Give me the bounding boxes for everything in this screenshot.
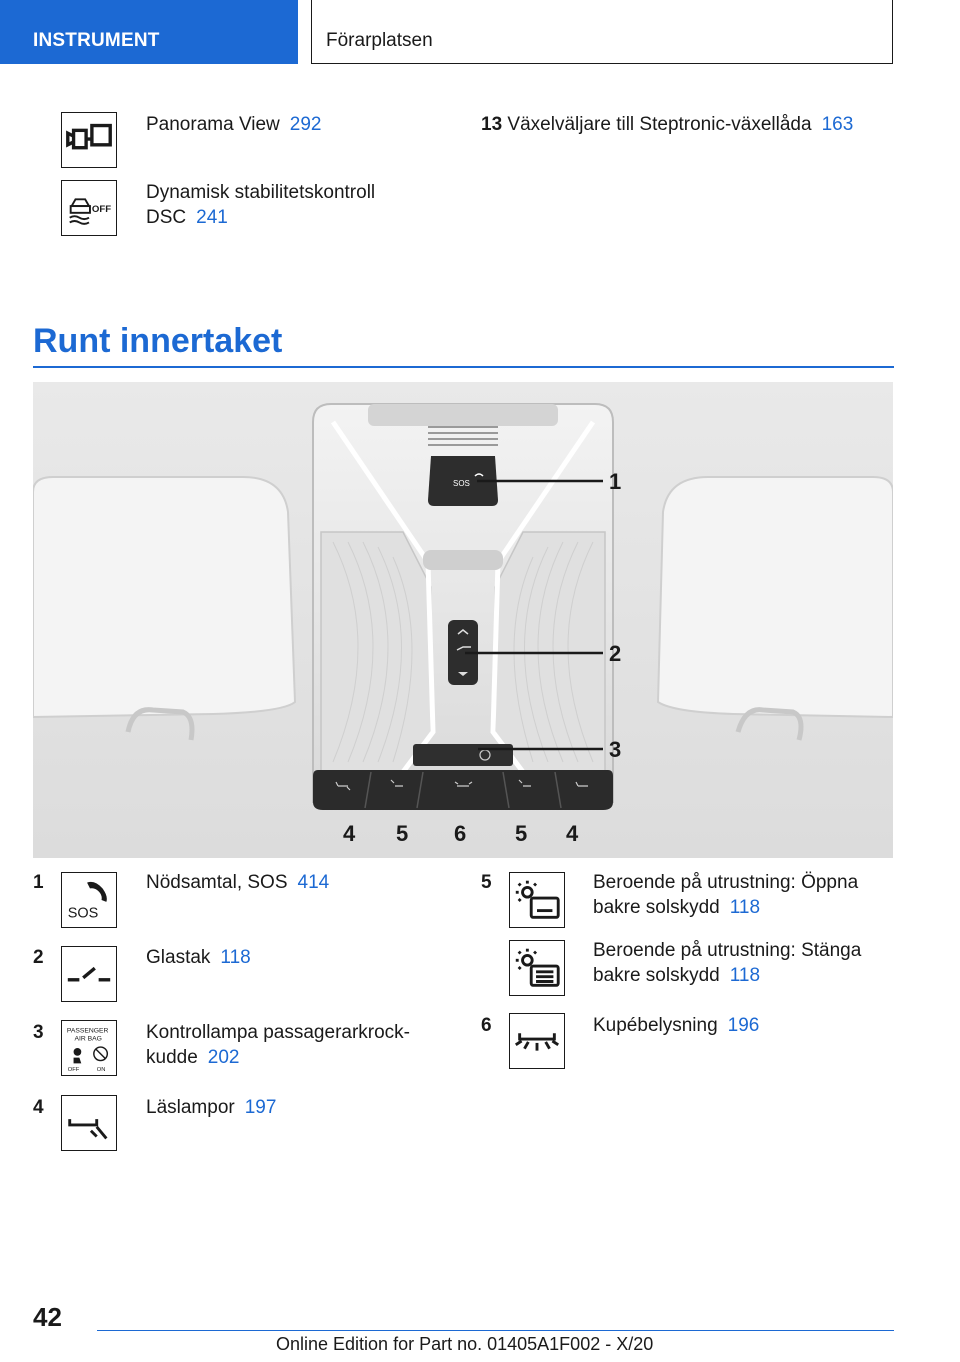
footer-rule [97, 1330, 894, 1331]
sos-icon-text: SOS [67, 905, 99, 922]
page-link[interactable]: 196 [727, 1015, 760, 1036]
legend-item-glass-roof [146, 945, 251, 970]
item-label-2: bakre solskydd [593, 965, 720, 986]
item-label: Beroende på utrustning: Öppna [593, 872, 859, 893]
section-rule [33, 366, 894, 368]
item-label: Växelväljare till Steptronic-växellåda [507, 114, 812, 135]
overhead-console-illustration [33, 382, 893, 858]
item-label-2: kudde [146, 1047, 198, 1068]
item-label-2: bakre solskydd [593, 897, 720, 918]
legend-item-airbag [146, 1020, 410, 1070]
item-label: Läslampor [146, 1097, 235, 1118]
page-link[interactable]: 163 [821, 114, 854, 135]
header-title-box [311, 0, 893, 64]
item-label: Dynamisk stabilitetskontroll [146, 182, 376, 203]
page-number: 42 [33, 1302, 62, 1332]
page-link[interactable]: 202 [207, 1047, 240, 1068]
reading-lamp-icon [61, 1095, 117, 1151]
legend-number: 2 [33, 947, 44, 968]
dsc-item [146, 180, 375, 230]
item-label: Panorama View [146, 114, 280, 135]
callout-4: 4 [343, 821, 356, 846]
item-label: Kupébelysning [593, 1015, 718, 1036]
callout-3: 3 [609, 737, 622, 762]
airbag-icon-on: ON [96, 1067, 106, 1074]
page-link[interactable]: 241 [196, 207, 228, 228]
item-label: Glastak [146, 947, 211, 968]
legend-number: 5 [481, 872, 492, 893]
gear-selector-item [481, 112, 853, 137]
page-link[interactable]: 118 [729, 897, 761, 918]
page-link[interactable]: 118 [220, 947, 251, 968]
item-label: Kontrollampa passagerarkrock- [146, 1022, 411, 1043]
section-title: Runt innertaket [33, 322, 283, 360]
item-label: Nödsamtal, SOS [146, 872, 288, 893]
panorama-view-item [146, 112, 321, 137]
airbag-icon-text-2: AIR BAG [74, 1035, 102, 1043]
legend-item-interior-light [593, 1013, 759, 1038]
sunblind-close-icon [509, 940, 565, 996]
sos-button-label: SOS [453, 479, 470, 488]
sunblind-open-icon [509, 872, 565, 928]
page-link[interactable]: 118 [729, 965, 761, 986]
passenger-airbag-icon [61, 1020, 117, 1076]
page-link[interactable]: 414 [297, 872, 330, 893]
footer-edition: Online Edition for Part no. 01405A1F002 - X/20 [276, 1334, 654, 1354]
legend-number: 1 [33, 872, 44, 893]
legend-item-sos [146, 870, 329, 895]
legend-item-sunblind-close [593, 938, 861, 988]
legend-item-reading-lamps [146, 1095, 276, 1120]
page-link[interactable]: 197 [244, 1097, 277, 1118]
callout-4b: 4 [566, 821, 579, 846]
glass-roof-icon [61, 946, 117, 1002]
item-label: Beroende på utrustning: Stänga [593, 940, 862, 961]
dsc-off-icon-text: OFF [91, 203, 112, 215]
airbag-icon-text-1: PASSENGER [66, 1027, 109, 1035]
legend-number: 6 [481, 1015, 492, 1036]
legend-number: 3 [33, 1022, 44, 1043]
airbag-icon-off: OFF [67, 1067, 80, 1074]
header-section-tab [0, 0, 298, 64]
callout-2: 2 [609, 641, 622, 666]
item-label-2: DSC [146, 207, 187, 228]
interior-light-icon [509, 1013, 565, 1069]
item-number: 13 [481, 114, 503, 135]
page-link[interactable]: 292 [289, 114, 322, 135]
legend-item-sunblind-open [593, 870, 858, 920]
sos-phone-icon [61, 872, 117, 928]
callout-5b: 5 [515, 821, 528, 846]
callout-6: 6 [454, 821, 467, 846]
dsc-off-icon [61, 180, 117, 236]
header-title: Förarplatsen [326, 30, 433, 51]
legend-number: 4 [33, 1097, 44, 1118]
panorama-view-camera-icon [61, 112, 117, 168]
header-section-label: INSTRUMENT [33, 30, 160, 51]
callout-1: 1 [609, 469, 622, 494]
callout-5: 5 [396, 821, 409, 846]
